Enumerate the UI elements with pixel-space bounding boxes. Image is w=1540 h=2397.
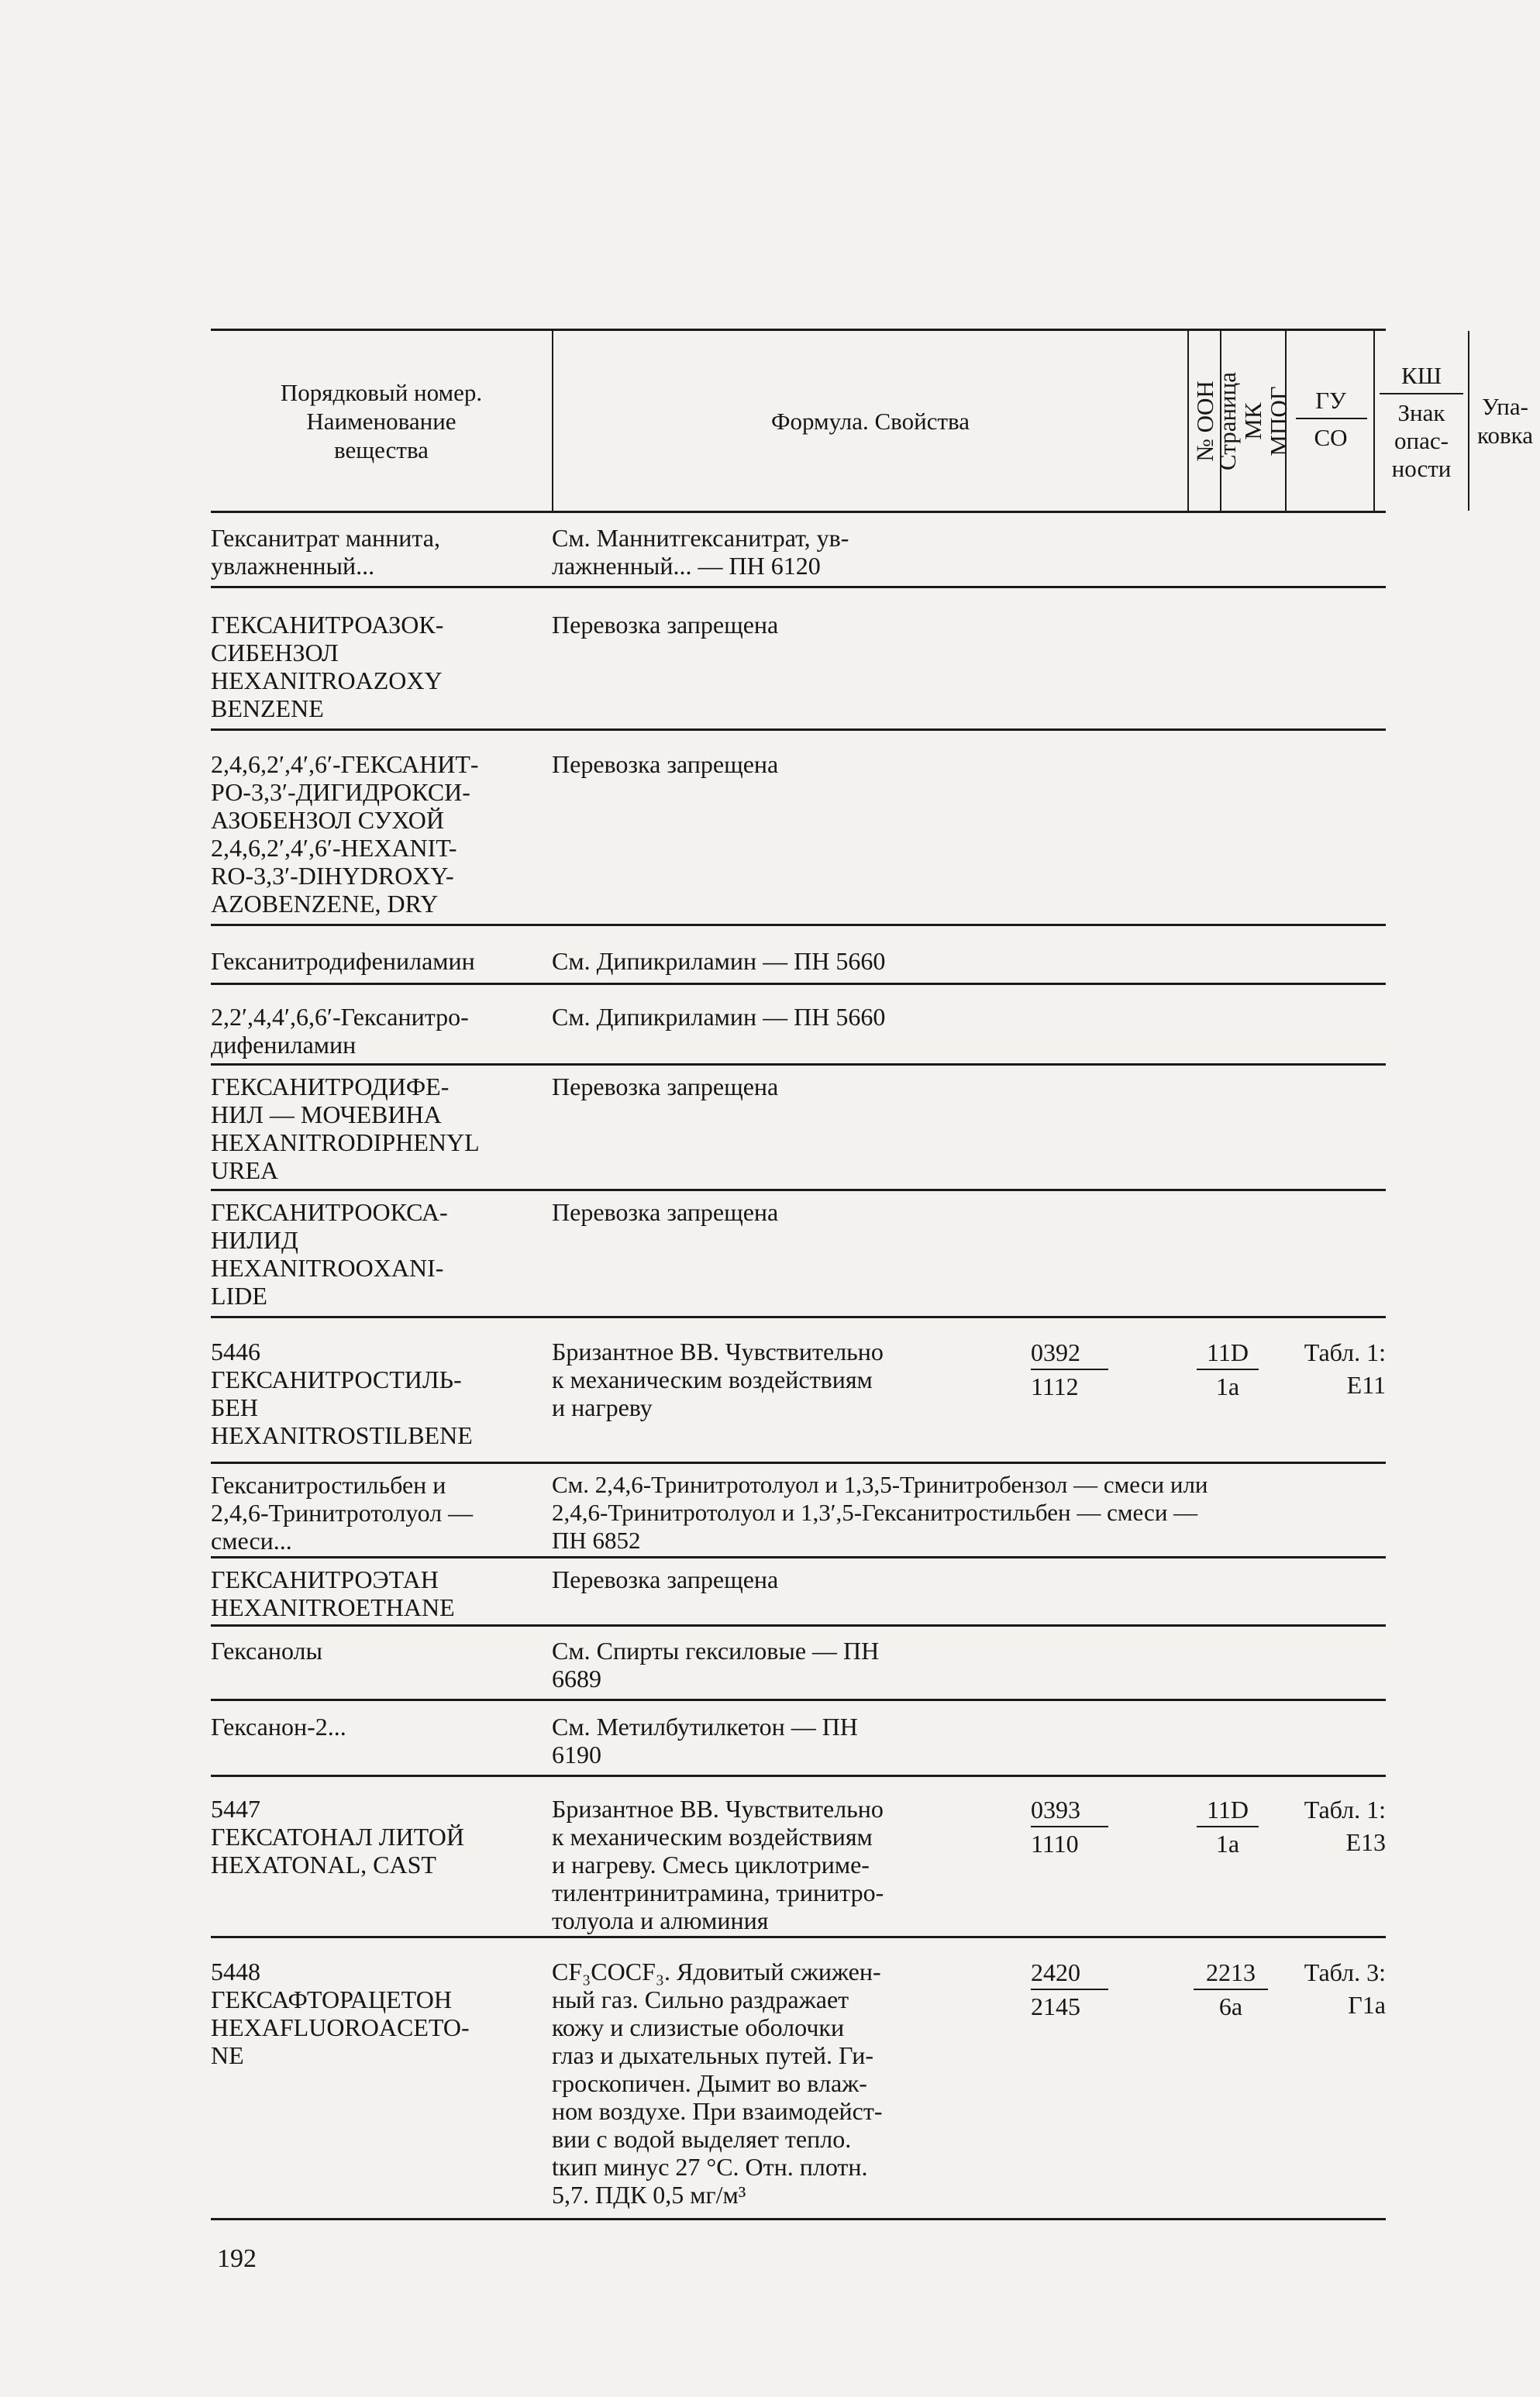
- header-un-text: № ООН: [1190, 380, 1218, 462]
- substance-cell: [211, 1713, 552, 1741]
- packing: [1280, 1795, 1386, 1857]
- table-row: [211, 1565, 1386, 1627]
- gu-sign-fraction: [1197, 1795, 1259, 1858]
- serial-number: 5447: [211, 1795, 260, 1823]
- substance-properties: Перевозка запрещена: [552, 1073, 779, 1100]
- substance-name: ГЕКСАНИТРОЭТАН HEXANITROETHANE: [211, 1565, 455, 1621]
- header-formula-column: [553, 331, 1187, 511]
- page-number-mk: 2145: [1031, 1989, 1108, 2021]
- serial-number: 5448: [211, 1958, 260, 1985]
- header-packing-text: Упа- ковка: [1477, 393, 1533, 449]
- un-number: 2420: [1031, 1958, 1080, 1986]
- header-co-text: СО: [1314, 424, 1348, 451]
- header-hazard-sign-text: Знак опас- ности: [1391, 399, 1452, 482]
- table-row: [211, 1637, 1386, 1701]
- substance-name: Гексанон-2...: [211, 1713, 346, 1741]
- substance-properties: См. 2,4,6-Тринитротолуол и 1,3,5-Тринитробензол — смеси или 2,4,6-Тринитротолуол и 1,3′,5-Гексанитростильбен — смеси — ПН 6852: [552, 1471, 1208, 1554]
- substance-properties: CF₃COCF₃. Ядовитый сжижен- ный газ. Сильно раздражает кожу и слизистые оболочки глаз и дыхательных путей. Ги- гроскопичен. Дымит во влаж- ном воздухе. При взаимодейст- вии с водой выделяет тепло. tкип минус 27 °C. Отн. плотн. 5,7. ПДК 0,5 мг/м³: [552, 1958, 883, 2209]
- table-row: [211, 524, 1386, 588]
- substance-properties: См. Дипикриламин — ПН 5660: [552, 1003, 886, 1031]
- table-row: [211, 1198, 1386, 1318]
- table-row: [211, 611, 1386, 731]
- substance-cell: [211, 1073, 552, 1184]
- substance-cell: [211, 524, 552, 580]
- packing-table: Табл. 3:: [1304, 1958, 1386, 1986]
- substance-cell: [211, 1471, 552, 1555]
- substance-properties: Перевозка запрещена: [552, 611, 779, 639]
- substance-name: ГЕКСАНИТРОСТИЛЬ- БЕН HEXANITROSTILBENE: [211, 1366, 473, 1449]
- gu-sign-fraction: [1197, 1338, 1259, 1401]
- substance-cell: [211, 1565, 552, 1621]
- header-name-text: Порядковый номер. Наименование вещества: [280, 378, 483, 463]
- substance-properties: См. Спирты гексиловые — ПН 6689: [552, 1637, 880, 1693]
- hazard-sign: 1а: [1197, 1369, 1259, 1401]
- packing-code: E11: [1346, 1371, 1386, 1399]
- un-page-fraction: [1031, 1795, 1108, 1858]
- packing: [1280, 1338, 1386, 1400]
- hazard-sign: 6а: [1194, 1989, 1268, 2021]
- packing-table: Табл. 1:: [1304, 1796, 1386, 1824]
- header-name-column: [211, 331, 552, 511]
- table-row: [211, 1471, 1386, 1558]
- substance-cell: [211, 1958, 552, 2069]
- un-number: 0393: [1031, 1796, 1080, 1824]
- gu-sign-fraction: [1194, 1958, 1268, 2021]
- substance-name: ГЕКСАНИТРОДИФЕ- НИЛ — МОЧЕВИНА HEXANITRODIPHENYL UREA: [211, 1073, 480, 1184]
- substance-cell: [211, 1795, 552, 1879]
- packing-code: E13: [1345, 1828, 1386, 1856]
- substance-cell: [211, 1637, 552, 1665]
- gu-code: 11D: [1207, 1796, 1249, 1824]
- substance-name: 2,4,6,2′,4′,6′-ГЕКСАНИТ- РО-3,3′-ДИГИДРОКСИ- АЗОБЕНЗОЛ СУХОЙ 2,4,6,2′,4′,6′-HEXANIT- RO-3,3′-DIHYDROXY- AZOBENZENE, DRY: [211, 750, 479, 918]
- gu-code: 2213: [1206, 1958, 1256, 1986]
- un-page-fraction: [1031, 1338, 1108, 1401]
- substance-cell: [211, 750, 552, 918]
- table-row: [211, 1338, 1386, 1464]
- substance-properties: См. Дипикриламин — ПН 5660: [552, 947, 886, 975]
- table-row: [211, 1713, 1386, 1777]
- page-number-mk: 1110: [1031, 1826, 1108, 1858]
- gu-code: 11D: [1207, 1338, 1249, 1366]
- un-page-fraction: [1031, 1958, 1108, 2021]
- header-packing-column: [1469, 331, 1540, 511]
- table-row: [211, 1003, 1386, 1066]
- substance-properties: См. Метилбутилкетон — ПН 6190: [552, 1713, 858, 1768]
- substance-properties: Перевозка запрещена: [552, 1565, 779, 1593]
- page-number: 192: [217, 2244, 257, 2273]
- substance-name: Гексанитростильбен и 2,4,6-Тринитротолуол — смеси...: [211, 1471, 474, 1555]
- substance-properties: См. Маннитгексанитрат, ув- лажненный... — ПН 6120: [552, 524, 849, 580]
- substance-properties: Бризантное ВВ. Чувствительно к механическим воздействиям и нагреву: [552, 1338, 884, 1421]
- table-row: [211, 1073, 1386, 1191]
- header-ksh-text: КШ: [1401, 362, 1442, 389]
- substance-cell: [211, 1003, 552, 1059]
- substance-name: 2,2′,4,4′,6,6′-Гексанитро- дифениламин: [211, 1003, 469, 1059]
- hazard-sign: 1а: [1197, 1826, 1259, 1858]
- packing: [1280, 1958, 1386, 2020]
- substance-cell: [211, 1198, 552, 1310]
- un-number: 0392: [1031, 1338, 1080, 1366]
- header-page-text: Страница МК МПОГ: [1213, 371, 1292, 470]
- substance-name: Гексанолы: [211, 1637, 322, 1665]
- substance-name: ГЕКСАНИТРОАЗОК- СИБЕНЗОЛ HEXANITROAZOXY BENZENE: [211, 611, 444, 722]
- serial-number: 5446: [211, 1338, 260, 1366]
- substance-name: ГЕКСАНИТРООКСА- НИЛИД HEXANITROOXANI- LIDE: [211, 1198, 448, 1310]
- page-number-mk: 1112: [1031, 1369, 1108, 1401]
- table-row: [211, 947, 1386, 985]
- substance-name: ГЕКСАФТОРАЦЕТОН HEXAFLUOROACETO- NE: [211, 1985, 470, 2069]
- header-gu-text: ГУ: [1315, 387, 1346, 414]
- table-row: [211, 1795, 1386, 1938]
- header-page-column: [1213, 331, 1292, 511]
- substance-properties: Перевозка запрещена: [552, 1198, 779, 1226]
- substance-cell: [211, 611, 552, 722]
- header-formula-text: Формула. Свойства: [771, 407, 970, 435]
- packing-code: Г1а: [1348, 1991, 1386, 2019]
- table-row: [211, 1958, 1386, 2220]
- substance-name: Гексанитрат маннита, увлажненный...: [211, 524, 440, 580]
- substance-name: Гексанитродифениламин: [211, 947, 475, 975]
- table-row: [211, 750, 1386, 926]
- substance-properties: Перевозка запрещена: [552, 750, 779, 778]
- substance-properties: Бризантное ВВ. Чувствительно к механическим воздействиям и нагреву. Смесь циклотриме- тилентринитрамина, тринитро- толуола и алюминия: [552, 1795, 884, 1934]
- substance-cell: [211, 1338, 552, 1449]
- packing-table: Табл. 1:: [1304, 1338, 1386, 1366]
- table-header: [211, 329, 1533, 513]
- substance-name: ГЕКСАТОНАЛ ЛИТОЙ HEXATONAL, CAST: [211, 1823, 464, 1879]
- substance-cell: [211, 947, 552, 975]
